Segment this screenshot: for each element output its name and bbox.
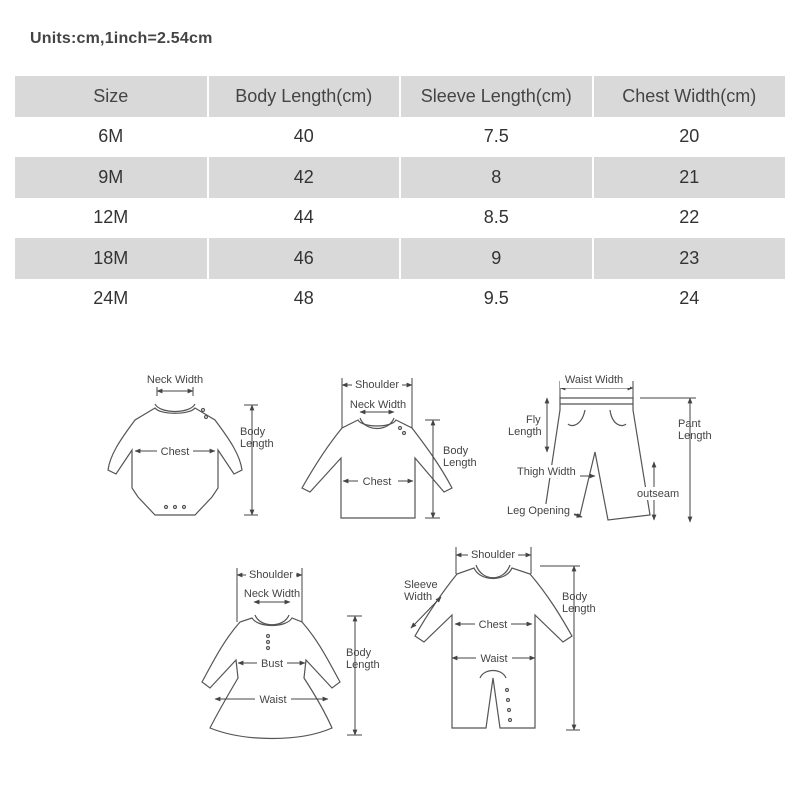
shirt-diagram xyxy=(302,377,477,518)
romper-waist-label: Waist xyxy=(480,653,508,665)
pants-pant-length-label: Length xyxy=(678,430,712,442)
cell-chest-width: 23 xyxy=(593,238,786,279)
pants-outseam-label: outseam xyxy=(637,488,680,500)
bodysuit-neckband xyxy=(155,404,195,412)
header-size: Size xyxy=(15,76,208,117)
header-chest-width: Chest Width(cm) xyxy=(593,76,786,117)
romper-width-label: Width xyxy=(404,591,433,603)
cell-body-length: 46 xyxy=(208,238,401,279)
bodysuit-chest-label: Chest xyxy=(160,446,190,458)
bodysuit-diagram xyxy=(108,374,274,515)
dress-body-label: Body xyxy=(346,647,372,659)
dress-diagram xyxy=(202,567,380,739)
cell-chest-width: 22 xyxy=(679,207,700,228)
cell-sleeve-length: 8 xyxy=(400,157,593,198)
dress-shoulder-label: Shoulder xyxy=(248,569,294,581)
romper-length-label: Length xyxy=(562,603,596,615)
dress-outline xyxy=(202,618,340,739)
pants-outline xyxy=(545,398,650,520)
cell-body-length: 48 xyxy=(208,279,401,320)
shirt-body-label: Body xyxy=(443,445,469,457)
shirt-chest-label: Chest xyxy=(362,476,392,488)
shirt-shoulder-label: Shoulder xyxy=(354,379,400,391)
dress-length-label: Length xyxy=(346,659,380,671)
pants-pant-label: Pant xyxy=(678,418,701,430)
pants-fly-length-label: Length xyxy=(508,426,542,438)
cell-body-length: 40 xyxy=(208,117,401,158)
cell-chest-width: 24 xyxy=(679,288,700,309)
dress-bust-label: Bust xyxy=(260,658,284,670)
header-body-length: Body Length(cm) xyxy=(208,76,401,117)
bodysuit-body-label: Body xyxy=(240,426,266,438)
cell-sleeve-length: 7.5 xyxy=(400,117,593,158)
units-note: Units:cm,1inch=2.54cm xyxy=(30,30,213,47)
romper-diagram xyxy=(404,547,596,730)
romper-shoulder-label: Shoulder xyxy=(470,549,516,561)
bodysuit-length-label: Length xyxy=(240,438,274,450)
pants-thigh-width-label: Thigh Width xyxy=(517,466,576,478)
pants-fly-label: Fly xyxy=(526,414,541,426)
cell-sleeve-length: 9.5 xyxy=(400,279,593,320)
romper-outline xyxy=(415,568,572,728)
romper-body-label: Body xyxy=(562,591,588,603)
cell-body-length: 42 xyxy=(208,157,401,198)
cell-chest-width: 20 xyxy=(679,126,700,147)
cell-chest-width: 21 xyxy=(593,157,786,198)
shirt-neck-width-label: Neck Width xyxy=(349,399,407,411)
cell-size: 12M xyxy=(15,198,208,239)
header-sleeve-length: Sleeve Length(cm) xyxy=(400,76,593,117)
dress-waist-label: Waist xyxy=(259,694,287,706)
pants-waist-width-label: Waist Width xyxy=(564,374,624,386)
romper-chest-label: Chest xyxy=(478,619,508,631)
bodysuit-neck-width-label: Neck Width xyxy=(146,374,204,386)
shirt-length-label: Length xyxy=(443,457,477,469)
cell-size: 24M xyxy=(15,279,208,320)
pants-diagram xyxy=(506,374,712,522)
romper-sleeve-label: Sleeve xyxy=(404,579,438,591)
pants-leg-opening-label: Leg Opening xyxy=(507,505,570,517)
shirt-outline xyxy=(302,420,452,518)
bodysuit-outline xyxy=(108,408,242,515)
cell-body-length: 44 xyxy=(208,198,401,239)
cell-size: 9M xyxy=(15,157,208,198)
cell-size: 18M xyxy=(15,238,208,279)
cell-size: 6M xyxy=(15,117,208,158)
dress-neck-width-label: Neck Width xyxy=(243,588,301,600)
cell-sleeve-length: 9 xyxy=(400,238,593,279)
cell-sleeve-length: 8.5 xyxy=(400,198,593,239)
